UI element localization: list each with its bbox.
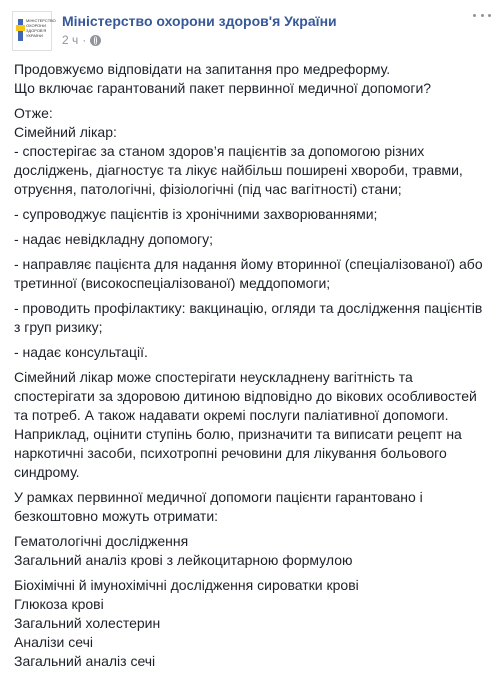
paragraph: Отже: Сімейний лікар: - спостерігає за станом здоров’я пацієнтів за допомогою різних досліджень, діагностує та лікує найбільш поширені хвороби, травми, отруєння, патологічні, фізіологічні (під час вагітності) стани; bbox=[14, 105, 463, 197]
meta-separator: · bbox=[82, 33, 87, 47]
page-name-link[interactable]: Міністерство охорони здоров'я України bbox=[62, 13, 337, 29]
avatar-logo-text: МІНІСТЕРСТВО ОХОРОНИ ЗДОРОВ'Я УКРАЇНИ bbox=[26, 18, 56, 38]
page-avatar[interactable] bbox=[12, 11, 56, 51]
paragraph: - направляє пацієнта для надання йому вторинної (спеціалізованої) або третинної (високоспеціалізованої) меддопомоги; bbox=[14, 256, 483, 291]
more-options-icon[interactable] bbox=[473, 8, 491, 22]
paragraph: У рамках первинної медичної допомоги пацієнти гарантовано і безкоштовно можуть отримати: bbox=[14, 489, 423, 524]
post-timestamp[interactable]: 2 ч bbox=[62, 33, 79, 47]
coat-of-arms-icon bbox=[18, 19, 23, 41]
paragraph: - супроводжує пацієнтів із хронічними захворюваннями; bbox=[14, 206, 378, 222]
paragraph: Сімейний лікар може спостерігати неускладнену вагітність та спостерігати за здоровою дитиною відповідно до вікових особливостей та потреб. А також надавати окремі послуги паліативної допомоги. Наприклад, оцінити ступінь болю, призначити та виписати рецепт на наркотичні засоби, психотропні речовини для лікування больового синдрому. bbox=[14, 369, 477, 480]
paragraph: - проводить профілактику: вакцинацію, огляди та дослідження пацієнтів з груп ризику; bbox=[14, 300, 483, 335]
paragraph: Біохімічні й імунохімічні дослідження сироватки крові Глюкоза крові Загальний холестерин Аналізи сечі Загальний аналіз сечі bbox=[14, 577, 359, 669]
paragraph: - надає консультації. bbox=[14, 344, 148, 360]
globe-icon[interactable] bbox=[90, 35, 101, 46]
post-body bbox=[14, 60, 492, 677]
paragraph: Продовжуємо відповідати на запитання про медреформу. Що включає гарантований пакет первинної медичної допомоги? bbox=[14, 61, 432, 96]
post-meta bbox=[62, 33, 101, 47]
paragraph: - надає невідкладну допомогу; bbox=[14, 231, 214, 247]
paragraph: Гематологічні дослідження Загальний аналіз крові з лейкоцитарною формулою bbox=[14, 533, 353, 568]
